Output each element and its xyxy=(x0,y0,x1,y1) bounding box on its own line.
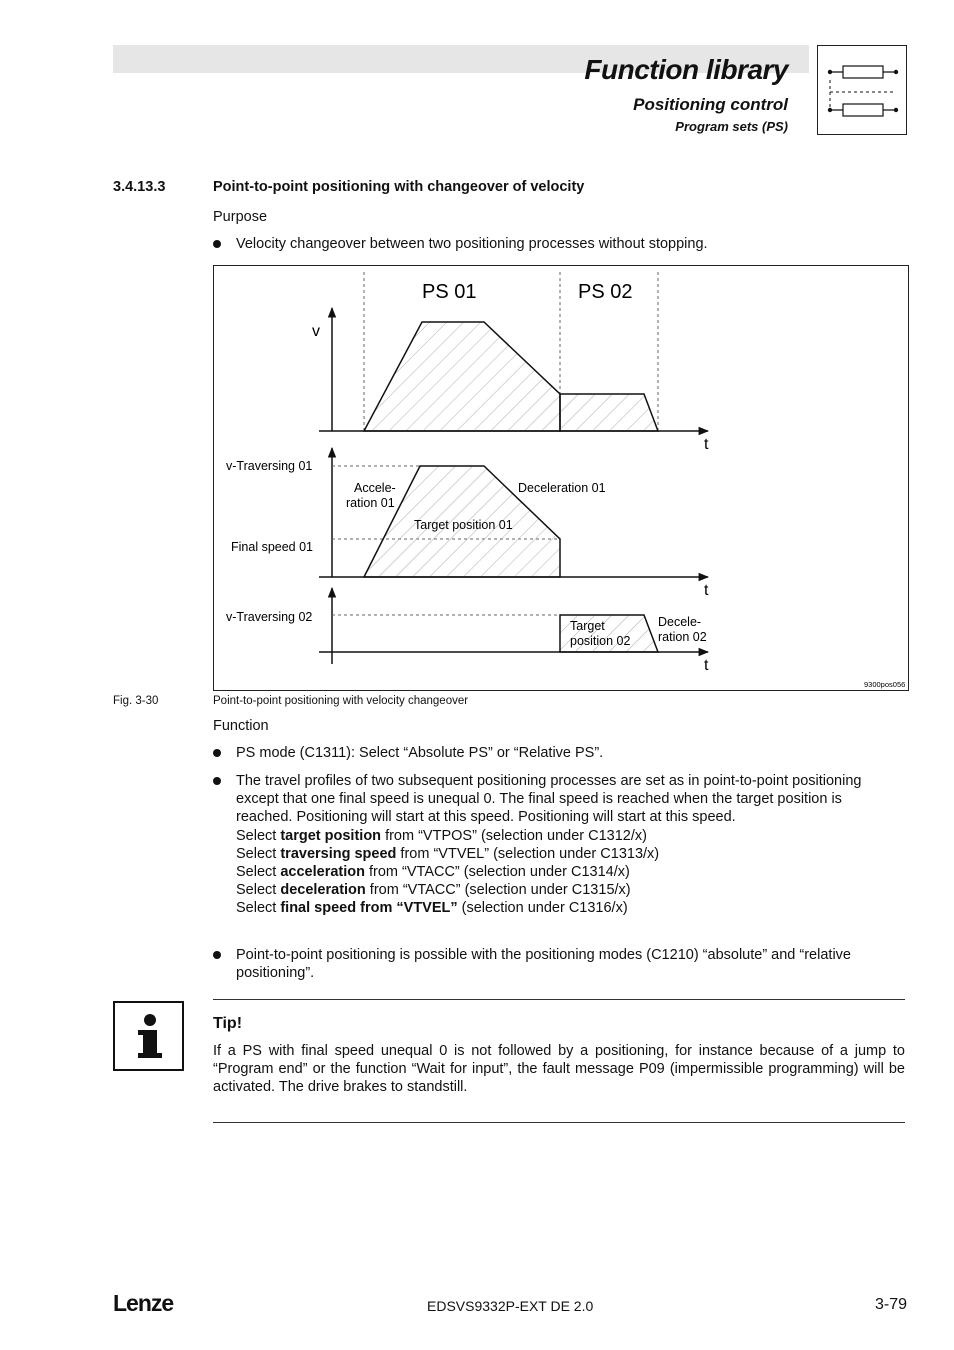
page-number: 3-79 xyxy=(874,1296,907,1313)
t-axis-label-1: t xyxy=(704,436,709,453)
chapter-subtitle: Positioning control xyxy=(633,95,788,114)
purpose-bullet-text: Velocity changeover between two positioning processes without stopping. xyxy=(236,236,708,252)
v-traversing-02-label: v-Traversing 02 xyxy=(226,610,313,624)
v-axis-label: v xyxy=(312,323,320,340)
figure-frame xyxy=(213,265,909,691)
bullet-dot xyxy=(213,951,221,959)
function-bullet-2-text: The travel profiles of two subsequent positioning processes are set as in point-to-point positioning except that one final speed is unequal 0. The final speed is reached when the target position is reached. Positioning will start at this speed. Positioning will start at this speed. xyxy=(236,773,862,826)
figure-code: 9300pos056 xyxy=(864,680,906,689)
deceleration-02-label-2: ration 02 xyxy=(658,630,707,644)
function-bullet-1: PS mode (C1311): Select “Absolute PS” or “Relative PS”. xyxy=(236,745,604,761)
select-line: Select acceleration from “VTACC” (selection under C1314/x) xyxy=(236,864,630,881)
ps02-label: PS 02 xyxy=(578,281,633,303)
final-speed-01-label: Final speed 01 xyxy=(231,540,314,554)
deceleration-02-label-1: Decele- xyxy=(658,615,702,629)
target-position-02-label-1: Target xyxy=(570,619,605,633)
page-title: Function library xyxy=(584,54,788,85)
document-id: EDSVS9332P-EXT DE 2.0 xyxy=(427,1298,594,1314)
t-axis-label-3: t xyxy=(704,657,709,674)
section-subtitle: Program sets (PS) xyxy=(675,119,788,134)
select-line: Select target position from “VTPOS” (selection under C1312/x) xyxy=(236,827,647,844)
target-position-02-label-2: position 02 xyxy=(570,634,631,648)
bullet-dot xyxy=(213,240,221,248)
profile-ps01 xyxy=(364,322,560,431)
bullet-dot xyxy=(213,749,221,757)
select-line: Select deceleration from “VTACC” (selection under C1315/x) xyxy=(236,882,631,899)
acceleration-01-label-1: Accele- xyxy=(354,481,396,495)
tip-title: Tip! xyxy=(213,1015,243,1032)
function-bullet-2 xyxy=(236,772,896,918)
function-block-icon xyxy=(817,45,907,135)
section-number: 3.4.13.3 xyxy=(113,179,166,195)
target-position-01-label: Target position 01 xyxy=(414,518,513,532)
profile-ps02 xyxy=(560,394,658,431)
figure-caption: Point-to-point positioning with velocity changeover xyxy=(213,695,469,707)
t-axis-label-2: t xyxy=(704,582,709,599)
function-bullet-3: Point-to-point positioning is possible with the positioning modes (C1210) “absolute” and “relative positioning”. xyxy=(236,947,851,982)
info-icon xyxy=(113,1001,184,1071)
tip-text: If a PS with final speed unequal 0 is not followed by a positioning, for instance because of a jump to “Program end” or the function “Wait for input”, the fault message P09 (impermissible programming) will be activated. The drive brakes to standstill. xyxy=(213,1043,905,1096)
purpose-label: Purpose xyxy=(213,209,268,225)
bullet-dot xyxy=(213,777,221,785)
v-traversing-01-label: v-Traversing 01 xyxy=(226,459,313,473)
velocity-diagram xyxy=(214,266,908,690)
tip-bottom-rule xyxy=(213,1122,905,1123)
section-title: Point-to-point positioning with changeover of velocity xyxy=(213,179,585,195)
ps01-label: PS 01 xyxy=(422,281,477,303)
lenze-logo: Lenze xyxy=(113,1290,174,1316)
select-line: Select final speed from “VTVEL” (selection under C1316/x) xyxy=(236,900,628,917)
figure-number: Fig. 3-30 xyxy=(113,695,159,707)
select-line: Select traversing speed from “VTVEL” (selection under C1313/x) xyxy=(236,845,660,862)
deceleration-01-label: Deceleration 01 xyxy=(518,481,606,495)
acceleration-01-label-2: ration 01 xyxy=(346,496,395,510)
function-label: Function xyxy=(213,718,269,734)
tip-top-rule xyxy=(213,999,905,1000)
